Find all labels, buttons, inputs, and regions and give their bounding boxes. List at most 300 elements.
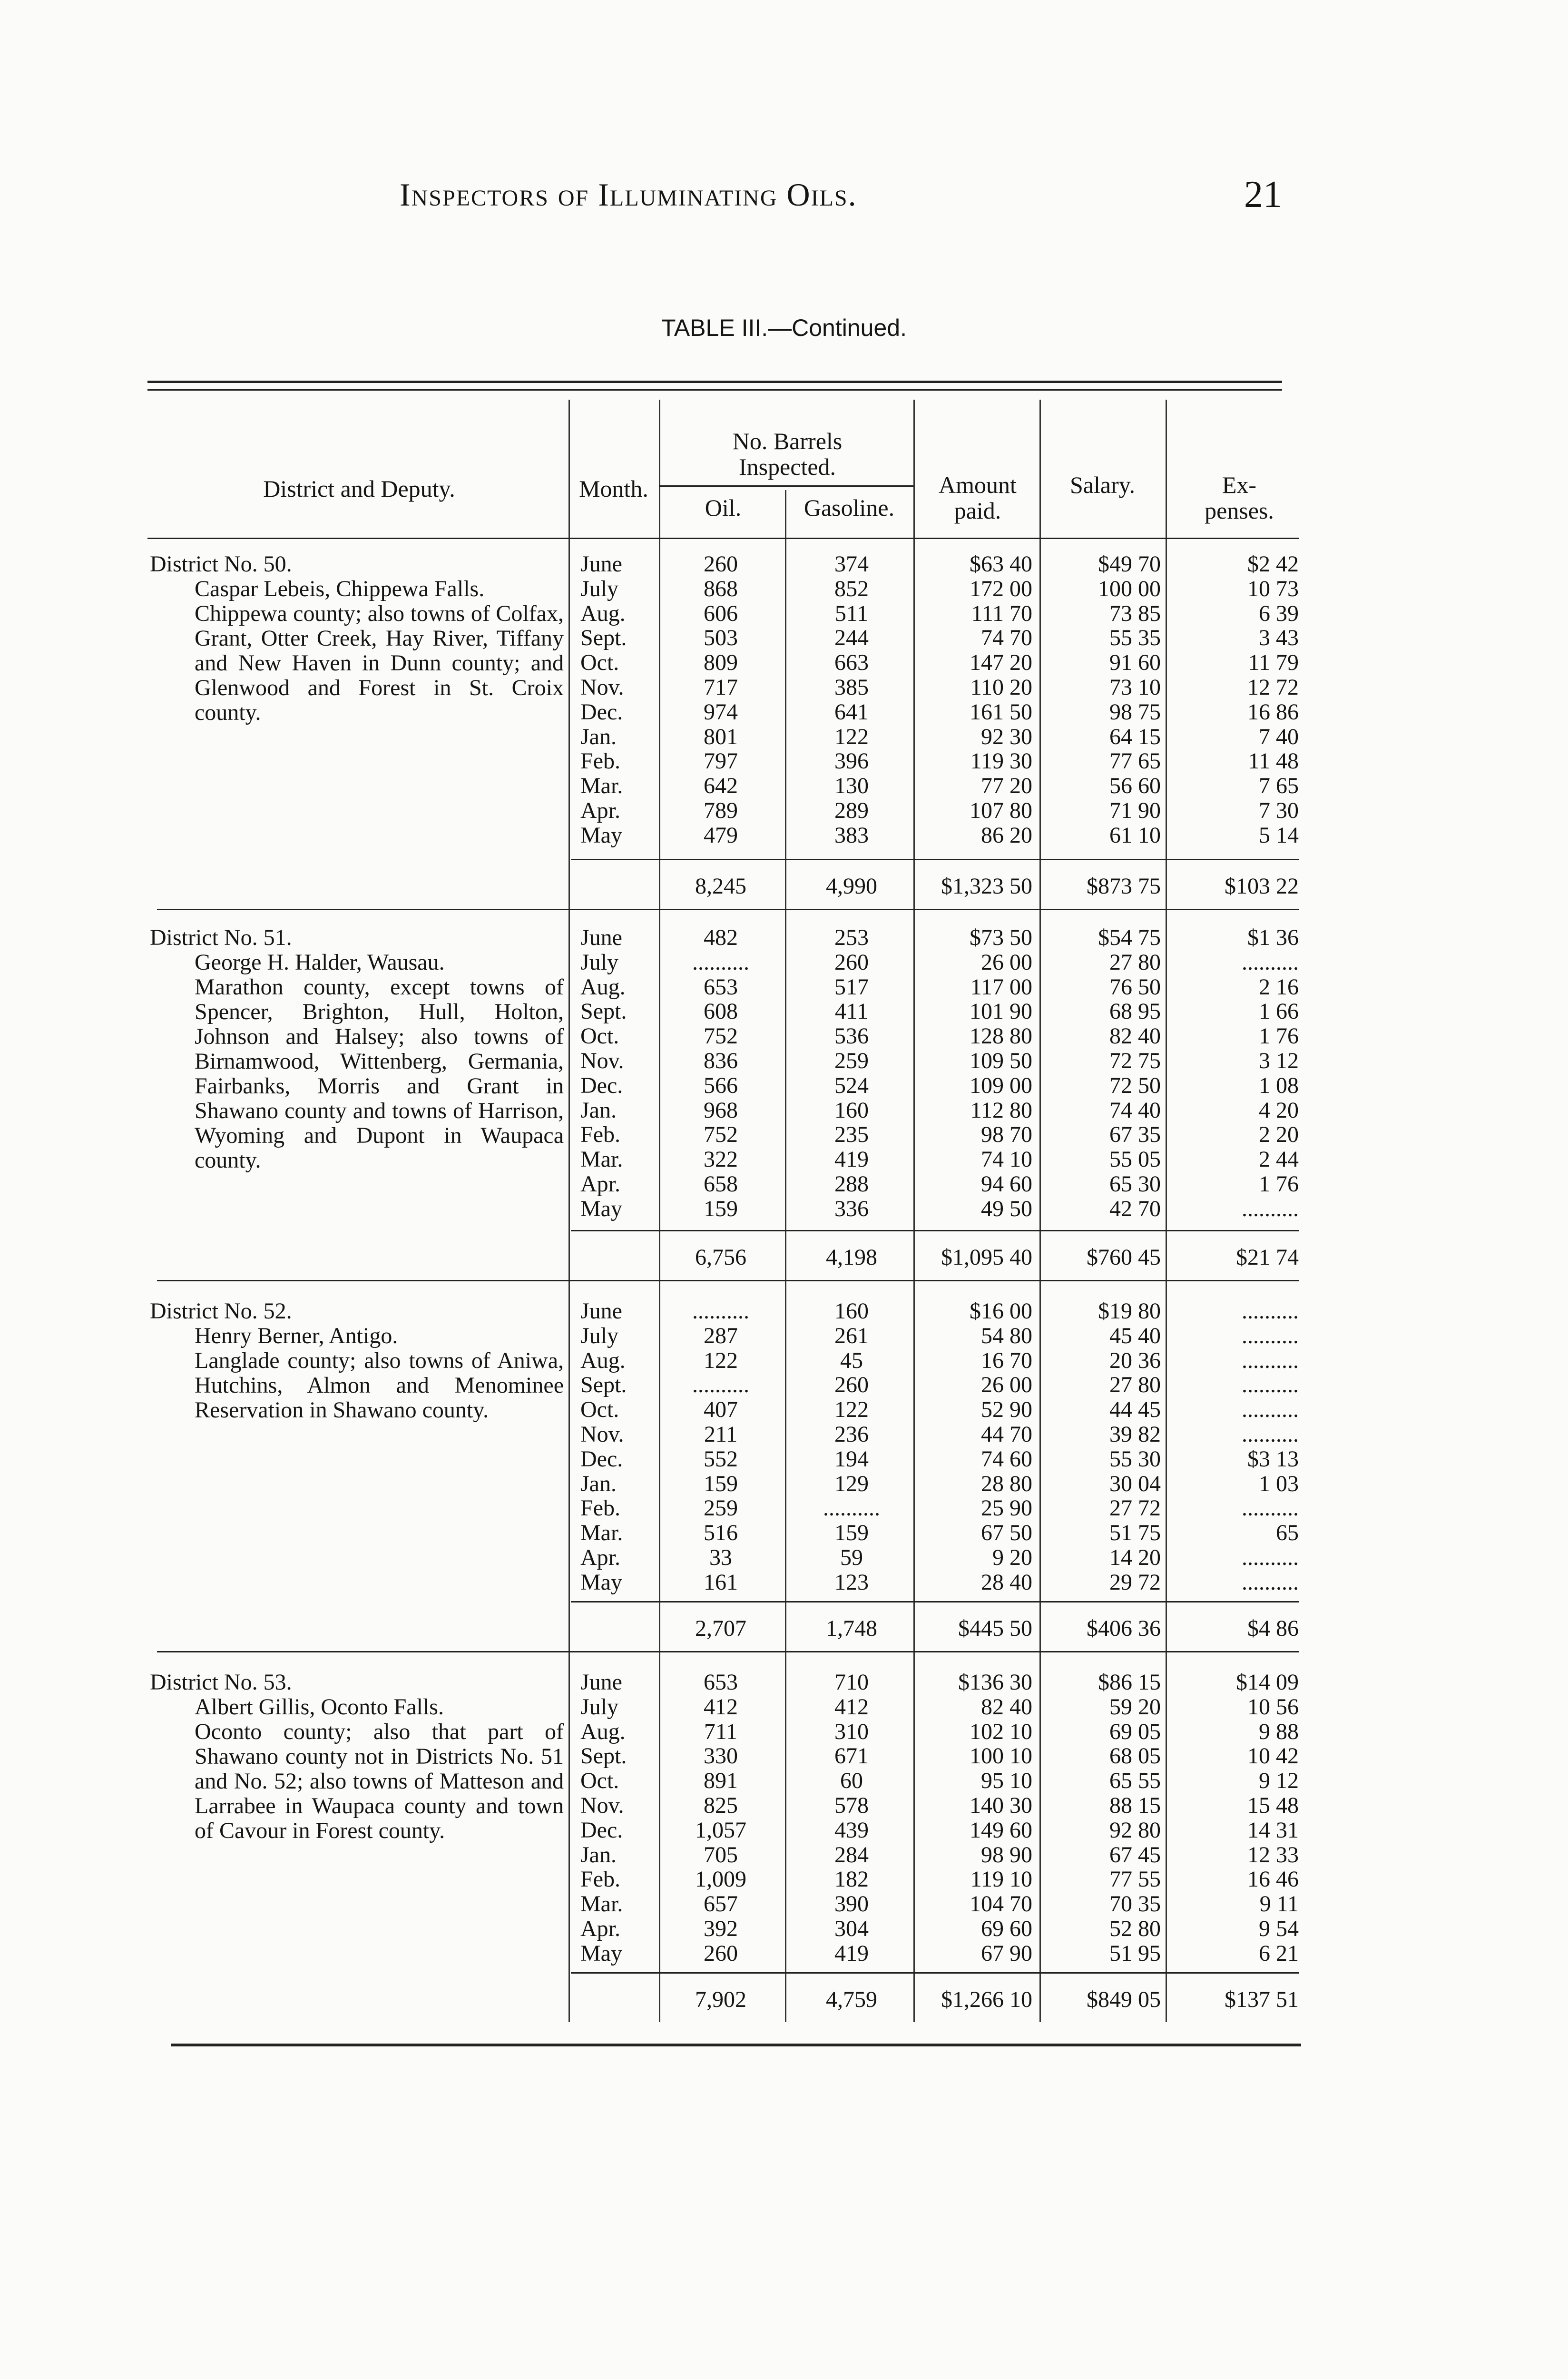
district-separator-rule [157, 909, 1299, 910]
oil-cell: 705 [704, 1842, 738, 1868]
amount-cell: 149 60 [970, 1817, 1032, 1843]
gasoline-cell: 396 [834, 748, 869, 774]
month-cell: Aug. [580, 1347, 626, 1373]
salary-cell: $49 70 [1098, 551, 1161, 577]
month-cell: May [580, 1569, 622, 1595]
month-cell: Jan. [580, 1471, 617, 1496]
amount-cell: 110 20 [970, 674, 1032, 700]
expenses-cell: 7 65 [1259, 773, 1299, 799]
gasoline-cell: 419 [834, 1147, 869, 1172]
month-column [580, 552, 647, 848]
month-cell: Mar. [580, 773, 623, 799]
month-cell: Nov. [580, 674, 624, 700]
month-cell: June [580, 925, 622, 950]
deputy-name: Caspar Lebeis, Chippewa Falls. [195, 576, 485, 601]
amount-column [928, 1670, 1032, 1966]
oil-cell: 657 [704, 1891, 738, 1917]
amount-cell: 98 70 [981, 1122, 1032, 1148]
gasoline-cell: 160 [834, 1298, 869, 1324]
oil-cell: 33 [709, 1544, 732, 1570]
salary-cell: 100 00 [1098, 576, 1161, 601]
expenses-cell: 9 12 [1259, 1768, 1299, 1794]
expenses-cell: .......... [1242, 1298, 1299, 1324]
oil-column [666, 1299, 775, 1595]
amount-cell: 111 70 [971, 600, 1032, 626]
expenses-cell: .......... [1242, 1544, 1299, 1570]
col-divider-exp-left [1166, 400, 1167, 2022]
gasoline-cell: 412 [834, 1694, 869, 1720]
salary-cell: 61 10 [1109, 822, 1161, 848]
amount-cell: 101 90 [970, 999, 1032, 1024]
amount-cell: 25 90 [981, 1495, 1032, 1521]
amount-column [928, 925, 1032, 1221]
gasoline-cell: 60 [840, 1768, 863, 1794]
header-expenses: Ex- penses. [1205, 472, 1274, 524]
oil-cell: 260 [704, 551, 738, 577]
month-cell: Nov. [580, 1048, 624, 1073]
total-oil: 2,707 [695, 1616, 746, 1641]
salary-cell: 51 95 [1109, 1940, 1161, 1966]
district-area: Oconto county; also that part of Shawano county not in Districts No. 51 and No. 52; also towns of Matteson and Larrabee in Waupaca county and town of Cavour in Forest county. [195, 1719, 564, 1843]
deputy-name: Albert Gillis, Oconto Falls. [195, 1694, 444, 1720]
salary-cell: 55 35 [1109, 625, 1161, 651]
salary-cell: 72 50 [1109, 1072, 1161, 1098]
expenses-cell: 16 46 [1247, 1867, 1299, 1892]
salary-cell: 30 04 [1109, 1471, 1161, 1496]
month-cell: Dec. [580, 1072, 623, 1098]
amount-column [928, 1299, 1032, 1595]
oil-cell: 159 [704, 1471, 738, 1496]
amount-cell: 28 80 [981, 1471, 1032, 1496]
col-divider-month-left [568, 400, 570, 2022]
month-column [580, 1299, 647, 1595]
expenses-cell: .......... [1242, 1421, 1299, 1447]
month-cell: July [580, 949, 619, 975]
oil-cell: 801 [704, 724, 738, 749]
salary-cell: 69 05 [1109, 1719, 1161, 1744]
gasoline-cell: 129 [834, 1471, 869, 1496]
expenses-cell: 11 48 [1248, 748, 1299, 774]
gasoline-cell: 122 [834, 1397, 869, 1423]
salary-column [1047, 552, 1161, 848]
oil-cell: 825 [704, 1792, 738, 1818]
expenses-cell: $3 13 [1247, 1446, 1299, 1472]
amount-cell: 119 10 [970, 1867, 1032, 1892]
amount-cell: 44 70 [981, 1421, 1032, 1447]
totals-rule [571, 1972, 1299, 1974]
expenses-cell: 9 11 [1259, 1891, 1299, 1917]
page-number: 21 [1244, 174, 1282, 216]
month-cell: Apr. [580, 797, 620, 823]
oil-cell: 161 [704, 1569, 738, 1595]
oil-cell: 330 [704, 1743, 738, 1769]
salary-cell: 98 75 [1109, 699, 1161, 725]
expenses-cell: 15 48 [1247, 1792, 1299, 1818]
expenses-cell: 1 03 [1259, 1471, 1299, 1496]
oil-cell: .......... [692, 949, 749, 975]
amount-cell: 100 10 [970, 1743, 1032, 1769]
salary-cell: 45 40 [1109, 1323, 1161, 1348]
oil-column [666, 925, 775, 1221]
district-block [150, 925, 564, 1173]
gasoline-cell: 160 [834, 1097, 869, 1123]
barrels-rule [659, 485, 913, 487]
expenses-cell: 2 16 [1259, 974, 1299, 1000]
month-cell: Nov. [580, 1792, 624, 1818]
expenses-cell: 1 66 [1259, 999, 1299, 1024]
oil-cell: 752 [704, 1122, 738, 1148]
expenses-cell: 9 54 [1259, 1916, 1299, 1941]
salary-cell: 27 72 [1109, 1495, 1161, 1521]
month-cell: Jan. [580, 724, 617, 749]
month-cell: Oct. [580, 1768, 619, 1794]
salary-cell: 92 80 [1109, 1817, 1161, 1843]
amount-cell: 92 30 [981, 724, 1032, 749]
salary-cell: 82 40 [1109, 1023, 1161, 1049]
district-separator-rule [157, 1280, 1299, 1281]
amount-cell: 109 00 [970, 1072, 1032, 1098]
district-name: District No. 50. [150, 551, 292, 577]
header-barrels: No. Barrels Inspected. [732, 428, 843, 480]
oil-column [666, 552, 775, 848]
salary-cell: 68 05 [1109, 1743, 1161, 1769]
expenses-cell: 10 42 [1247, 1743, 1299, 1769]
salary-cell: 73 10 [1109, 674, 1161, 700]
oil-cell: 836 [704, 1048, 738, 1073]
amount-cell: 16 70 [981, 1347, 1032, 1373]
expenses-cell: $1 36 [1247, 925, 1299, 950]
gasoline-cell: 123 [834, 1569, 869, 1595]
gasoline-cell: 253 [834, 925, 869, 950]
salary-cell: 27 80 [1109, 949, 1161, 975]
gasoline-cell: 511 [834, 600, 869, 626]
salary-cell: 70 35 [1109, 1891, 1161, 1917]
oil-cell: .......... [692, 1298, 749, 1324]
expenses-cell: 12 72 [1247, 674, 1299, 700]
gasoline-column [785, 552, 918, 848]
header-gasoline: Gasoline. [804, 494, 895, 521]
expenses-cell: .......... [1242, 1397, 1299, 1423]
running-head [0, 176, 1568, 228]
month-cell: Dec. [580, 1817, 623, 1843]
expenses-cell: 65 [1276, 1520, 1299, 1546]
header-bottom-rule [147, 538, 1299, 539]
expenses-cell: .......... [1242, 1372, 1299, 1398]
total-expenses: $103 22 [1225, 874, 1299, 899]
salary-column [1047, 1670, 1161, 1966]
oil-cell: 516 [704, 1520, 738, 1546]
salary-cell: 44 45 [1109, 1397, 1161, 1423]
gasoline-cell: 244 [834, 625, 869, 651]
amount-cell: 94 60 [981, 1171, 1032, 1197]
salary-cell: 51 75 [1109, 1520, 1161, 1546]
oil-cell: 392 [704, 1916, 738, 1941]
month-cell: Feb. [580, 748, 620, 774]
gasoline-cell: .......... [823, 1495, 880, 1521]
oil-cell: 122 [704, 1347, 738, 1373]
amount-cell: 52 90 [981, 1397, 1032, 1423]
expenses-cell: 9 88 [1259, 1719, 1299, 1744]
total-salary: $873 75 [1087, 874, 1161, 899]
oil-cell: 211 [704, 1421, 738, 1447]
oil-cell: 259 [704, 1495, 738, 1521]
col-divider-sal-left [1039, 400, 1041, 2022]
expenses-column [1180, 925, 1299, 1221]
amount-cell: 95 10 [981, 1768, 1032, 1794]
expenses-cell: .......... [1242, 1569, 1299, 1595]
total-gasoline: 1,748 [826, 1616, 877, 1641]
oil-cell: 653 [704, 1670, 738, 1695]
expenses-cell: 7 30 [1259, 797, 1299, 823]
amount-cell: 86 20 [981, 822, 1032, 848]
oil-cell: 412 [704, 1694, 738, 1720]
gasoline-cell: 439 [834, 1817, 869, 1843]
amount-cell: 67 50 [981, 1520, 1032, 1546]
gasoline-cell: 122 [834, 724, 869, 749]
amount-cell: $16 00 [970, 1298, 1032, 1324]
oil-cell: 566 [704, 1072, 738, 1098]
month-cell: Feb. [580, 1495, 620, 1521]
oil-cell: 503 [704, 625, 738, 651]
gasoline-cell: 536 [834, 1023, 869, 1049]
expenses-cell: 4 20 [1259, 1097, 1299, 1123]
top-double-rule-1 [147, 381, 1282, 383]
salary-cell: 42 70 [1109, 1196, 1161, 1221]
amount-cell: 54 80 [981, 1323, 1032, 1348]
salary-column [1047, 925, 1161, 1221]
expenses-cell: 10 56 [1247, 1694, 1299, 1720]
month-cell: Jan. [580, 1842, 617, 1868]
amount-cell: 107 80 [970, 797, 1032, 823]
salary-cell: 56 60 [1109, 773, 1161, 799]
expenses-cell: 3 12 [1259, 1048, 1299, 1073]
amount-cell: 102 10 [970, 1719, 1032, 1744]
salary-cell: 67 35 [1109, 1122, 1161, 1148]
totals-rule [571, 859, 1299, 860]
total-expenses: $4 86 [1247, 1616, 1299, 1641]
district-area: Chippewa county; also towns of Colfax, Grant, Otter Creek, Hay River, Tiffany and New Haven in Dunn county; and Glenwood and Forest in St. Croix county. [195, 601, 564, 725]
total-gasoline: 4,990 [826, 874, 877, 899]
table-bottom-rule [171, 2044, 1301, 2046]
salary-cell: $54 75 [1098, 925, 1161, 950]
gasoline-cell: 663 [834, 650, 869, 676]
expenses-cell: 2 44 [1259, 1147, 1299, 1172]
district-block [150, 552, 564, 725]
oil-cell: 642 [704, 773, 738, 799]
gasoline-cell: 260 [834, 949, 869, 975]
month-cell: Mar. [580, 1891, 623, 1917]
gasoline-cell: 385 [834, 674, 869, 700]
salary-cell: 64 15 [1109, 724, 1161, 749]
total-amount: $1,266 10 [941, 1987, 1032, 2012]
salary-cell: 88 15 [1109, 1792, 1161, 1818]
gasoline-cell: 59 [840, 1544, 863, 1570]
salary-cell: 59 20 [1109, 1694, 1161, 1720]
expenses-cell: .......... [1242, 1347, 1299, 1373]
expenses-cell: 16 86 [1247, 699, 1299, 725]
month-cell: Oct. [580, 1397, 619, 1423]
month-column [580, 925, 647, 1221]
month-cell: Apr. [580, 1171, 620, 1197]
header-oil: Oil. [705, 494, 742, 521]
gasoline-cell: 336 [834, 1196, 869, 1221]
gasoline-cell: 182 [834, 1867, 869, 1892]
total-gasoline: 4,759 [826, 1987, 877, 2012]
month-column [580, 1670, 647, 1966]
total-salary: $849 05 [1087, 1987, 1161, 2012]
totals-rule [571, 1601, 1299, 1602]
salary-cell: 39 82 [1109, 1421, 1161, 1447]
totals-rule [571, 1230, 1299, 1231]
salary-cell: 91 60 [1109, 650, 1161, 676]
expenses-cell: 14 31 [1247, 1817, 1299, 1843]
total-oil: 8,245 [695, 874, 746, 899]
amount-cell: $136 30 [958, 1670, 1032, 1695]
gasoline-cell: 419 [834, 1940, 869, 1966]
month-cell: Mar. [580, 1520, 623, 1546]
col-divider-oil-left [659, 400, 660, 2022]
total-salary: $760 45 [1087, 1245, 1161, 1270]
district-area: Marathon county, except towns of Spencer, Brighton, Hull, Holton, Johnson and Halsey; also towns of Birnamwood, Wittenberg, Germania, Fairbanks, Morris and Grant in Shawano county and towns of Harrison, Wyoming and Dupont in Waupaca county. [195, 974, 564, 1173]
expenses-cell: .......... [1242, 1495, 1299, 1521]
amount-cell: 69 60 [981, 1916, 1032, 1941]
gasoline-cell: 259 [834, 1048, 869, 1073]
salary-cell: 29 72 [1109, 1569, 1161, 1595]
total-amount: $1,095 40 [941, 1245, 1032, 1270]
oil-column [666, 1670, 775, 1966]
expenses-column [1180, 1670, 1299, 1966]
oil-cell: 159 [704, 1196, 738, 1221]
month-cell: Apr. [580, 1916, 620, 1941]
month-cell: May [580, 1940, 622, 1966]
amount-cell: 82 40 [981, 1694, 1032, 1720]
oil-cell: 1,009 [695, 1867, 746, 1892]
total-amount: $445 50 [958, 1616, 1032, 1641]
month-cell: June [580, 1298, 622, 1324]
oil-cell: 260 [704, 1940, 738, 1966]
gasoline-cell: 524 [834, 1072, 869, 1098]
gasoline-cell: 288 [834, 1171, 869, 1197]
amount-cell: 109 50 [970, 1048, 1032, 1073]
month-cell: Oct. [580, 1023, 619, 1049]
month-cell: July [580, 1323, 619, 1348]
month-cell: Dec. [580, 699, 623, 725]
amount-cell: $73 50 [970, 925, 1032, 950]
salary-cell: 55 30 [1109, 1446, 1161, 1472]
header-salary: Salary. [1070, 472, 1135, 498]
header-amount: Amount paid. [939, 472, 1017, 524]
month-cell: Aug. [580, 600, 626, 626]
month-cell: July [580, 576, 619, 601]
month-cell: May [580, 822, 622, 848]
gasoline-cell: 374 [834, 551, 869, 577]
oil-cell: .......... [692, 1372, 749, 1398]
gasoline-cell: 260 [834, 1372, 869, 1398]
amount-cell: 77 20 [981, 773, 1032, 799]
gasoline-cell: 310 [834, 1719, 869, 1744]
gasoline-cell: 390 [834, 1891, 869, 1917]
month-cell: Aug. [580, 974, 626, 1000]
salary-cell: 52 80 [1109, 1916, 1161, 1941]
expenses-cell: 6 39 [1259, 600, 1299, 626]
amount-cell: 128 80 [970, 1023, 1032, 1049]
salary-cell: 77 55 [1109, 1867, 1161, 1892]
salary-cell: 73 85 [1109, 600, 1161, 626]
salary-column [1047, 1299, 1161, 1595]
month-cell: Apr. [580, 1544, 620, 1570]
month-cell: Feb. [580, 1122, 620, 1148]
gasoline-cell: 304 [834, 1916, 869, 1941]
amount-cell: 172 00 [970, 576, 1032, 601]
gasoline-cell: 710 [834, 1670, 869, 1695]
district-name: District No. 52. [150, 1298, 292, 1324]
district-area: Langlade county; also towns of Aniwa, Hutchins, Almon and Menominee Reservation in Shawano county. [195, 1348, 564, 1423]
header-month: Month. [579, 475, 648, 502]
oil-cell: 809 [704, 650, 738, 676]
month-cell: Mar. [580, 1147, 623, 1172]
expenses-cell: 1 76 [1259, 1023, 1299, 1049]
total-gasoline: 4,198 [826, 1245, 877, 1270]
gasoline-cell: 671 [834, 1743, 869, 1769]
district-block [150, 1670, 564, 1843]
expenses-cell: 10 73 [1247, 576, 1299, 601]
amount-cell: 74 60 [981, 1446, 1032, 1472]
month-cell: Jan. [580, 1097, 617, 1123]
top-double-rule-2 [147, 389, 1282, 391]
salary-cell: 67 45 [1109, 1842, 1161, 1868]
expenses-cell: 7 40 [1259, 724, 1299, 749]
oil-cell: 653 [704, 974, 738, 1000]
amount-cell: 74 10 [981, 1147, 1032, 1172]
gasoline-cell: 159 [834, 1520, 869, 1546]
amount-cell: $63 40 [970, 551, 1032, 577]
gasoline-cell: 852 [834, 576, 869, 601]
expenses-cell: $14 09 [1236, 1670, 1299, 1695]
oil-cell: 797 [704, 748, 738, 774]
salary-cell: 27 80 [1109, 1372, 1161, 1398]
salary-cell: 74 40 [1109, 1097, 1161, 1123]
oil-cell: 868 [704, 576, 738, 601]
expenses-cell: 3 43 [1259, 625, 1299, 651]
oil-cell: 752 [704, 1023, 738, 1049]
oil-cell: 891 [704, 1768, 738, 1794]
oil-cell: 658 [704, 1171, 738, 1197]
total-salary: $406 36 [1087, 1616, 1161, 1641]
month-cell: July [580, 1694, 619, 1720]
oil-cell: 717 [704, 674, 738, 700]
month-cell: Sept. [580, 1743, 627, 1769]
gasoline-cell: 641 [834, 699, 869, 725]
amount-cell: 26 00 [981, 1372, 1032, 1398]
expenses-cell: .......... [1242, 1196, 1299, 1221]
gasoline-cell: 130 [834, 773, 869, 799]
month-cell: Sept. [580, 999, 627, 1024]
salary-cell: 55 05 [1109, 1147, 1161, 1172]
gasoline-column [785, 1670, 918, 1966]
amount-cell: 147 20 [970, 650, 1032, 676]
total-expenses: $21 74 [1236, 1245, 1299, 1270]
amount-cell: 140 30 [970, 1792, 1032, 1818]
district-separator-rule [157, 1651, 1299, 1652]
amount-cell: 49 50 [981, 1196, 1032, 1221]
gasoline-cell: 517 [834, 974, 869, 1000]
expenses-column [1180, 552, 1299, 848]
salary-cell: 65 30 [1109, 1171, 1161, 1197]
oil-cell: 407 [704, 1397, 738, 1423]
salary-cell: 65 55 [1109, 1768, 1161, 1794]
district-block [150, 1299, 564, 1423]
month-cell: Aug. [580, 1719, 626, 1744]
